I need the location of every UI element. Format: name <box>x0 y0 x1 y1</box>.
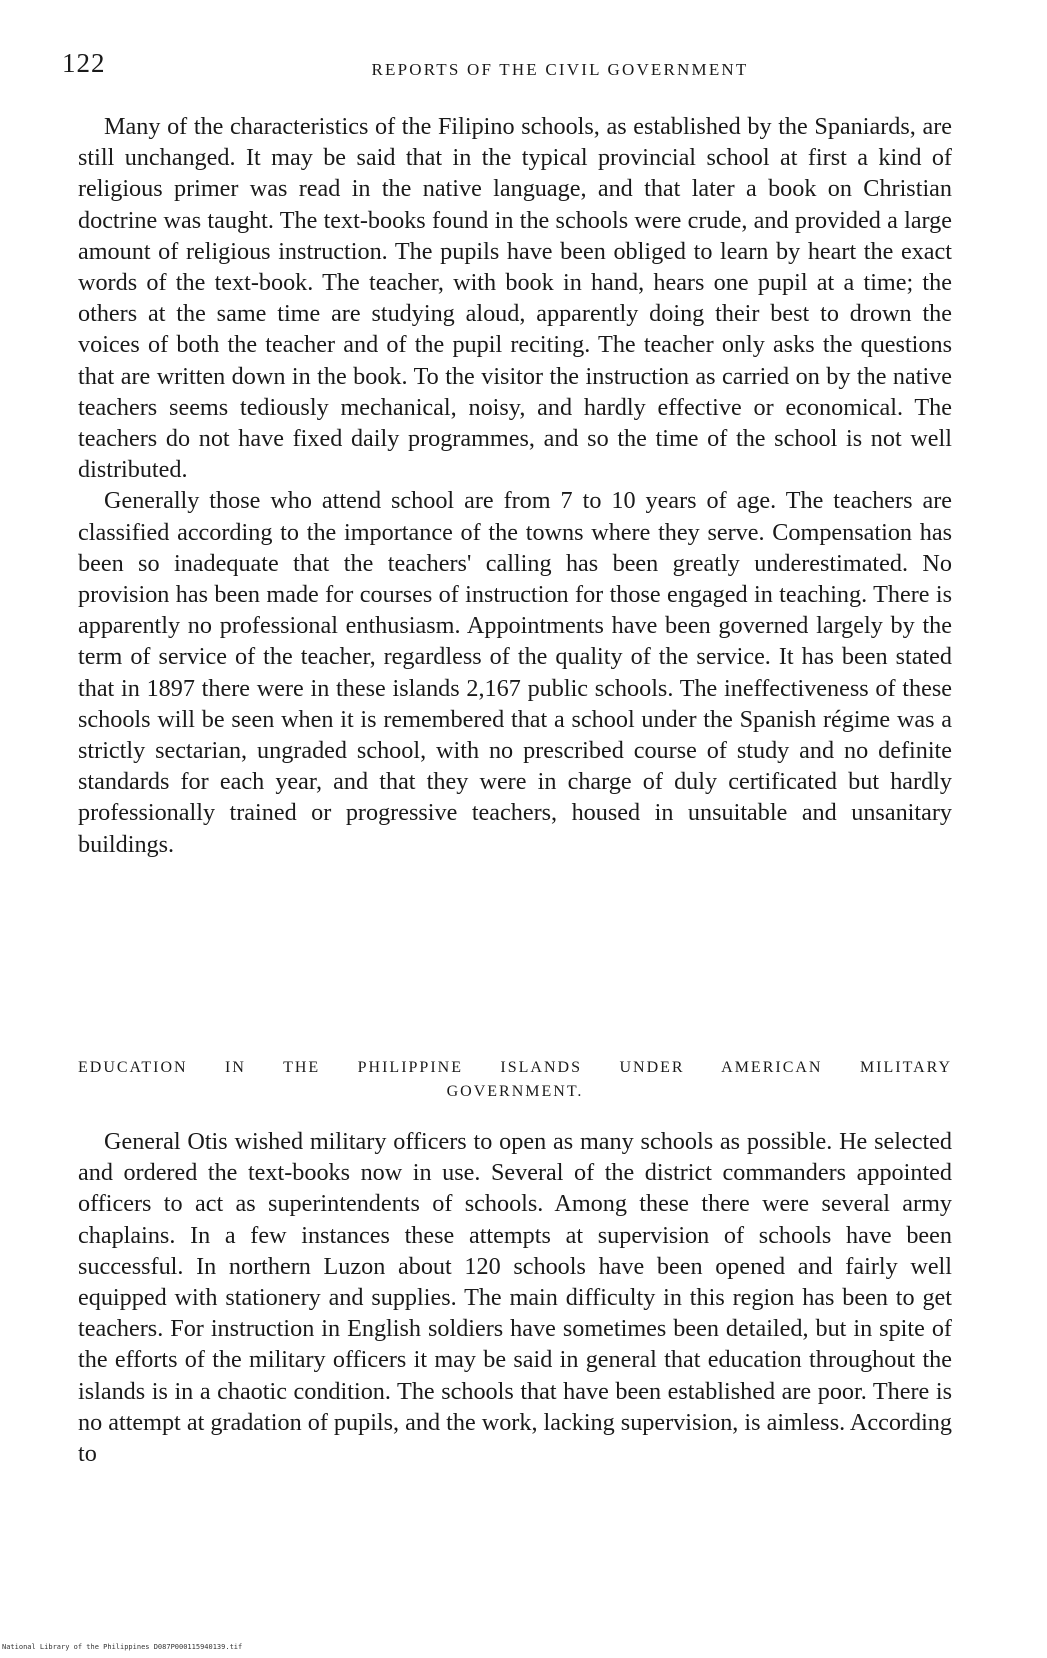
running-head: REPORTS OF THE CIVIL GOVERNMENT <box>371 60 749 79</box>
paragraph: Many of the characteristics of the Filipino schools, as established by the Spaniards, are still unchanged. It may be said that in the typical provincial school at first a kind of religious primer was read in the native language, and that later a book on Christian doctrine was taught. The text-books found in the schools were crude, and provided a large amount of religious instruction. The pupils have been obliged to learn by heart the exact words of the text-book. The teacher, with book in hand, hears one pupil at a time; the others at the same time are studying aloud, apparently doing their best to drown the voices of both the teacher and of the pupil reciting. The teacher only asks the questions that are written down in the book. To the visitor the instruction as carried on by the native teachers seems tediously mechanical, noisy, and hardly effective or economical. The teachers do not have fixed daily programmes, and so the time of the school is not well distributed. <box>78 113 952 484</box>
scan-footer: National Library of the Philippines D087P000115940139.tif <box>2 1643 243 1651</box>
page-number: 122 <box>62 48 106 78</box>
body-text-block-2 <box>78 1126 952 1469</box>
paragraph: General Otis wished military officers to open as many schools as possible. He selected and ordered the text-books now in use. Several of the district commanders appointed officers to act as superintendents of schools. Among these there were several army chaplains. In a few instances these attempts at supervision of schools have been successful. In northern Luzon about 120 schools have been opened and fairly well equipped with stationery and supplies. The main difficulty in this region has been to get teachers. For instruction in English soldiers have sometimes been detailed, but in spite of the efforts of the military officers it may be said in general that education throughout the islands is in a chaotic condition. The schools that have been established are poor. There is no attempt at gradation of pupils, and the work, lacking supervision, is aimless. According to <box>78 1128 952 1468</box>
body-text-block-1 <box>78 111 952 860</box>
section-heading-line-1: EDUCATION IN THE PHILIPPINE ISLANDS UNDER AMERICAN MILITARY <box>78 1059 952 1076</box>
paragraph: Generally those who attend school are from 7 to 10 years of age. The teachers are classified according to the importance of the towns where they serve. Compensation has been so inadequate that the teachers' calling has been greatly underestimated. No provision has been made for courses of instruction for those engaged in teaching. There is apparently no professional enthusiasm. Appointments have been governed largely by the term of service of the teacher, regardless of the quality of the service. It has been stated that in 1897 there were in these islands 2,167 public schools. The ineffectiveness of these schools will be seen when it is remembered that a school under the Spanish régime was a strictly sectarian, ungraded school, with no prescribed course of study and no definite standards for each year, and that they were in charge of duly certificated but hardly professionally trained or progressive teachers, housed in unsuitable and unsanitary buildings. <box>78 487 952 858</box>
section-heading-line-2: GOVERNMENT. <box>446 1083 584 1100</box>
section-heading <box>78 1056 952 1104</box>
